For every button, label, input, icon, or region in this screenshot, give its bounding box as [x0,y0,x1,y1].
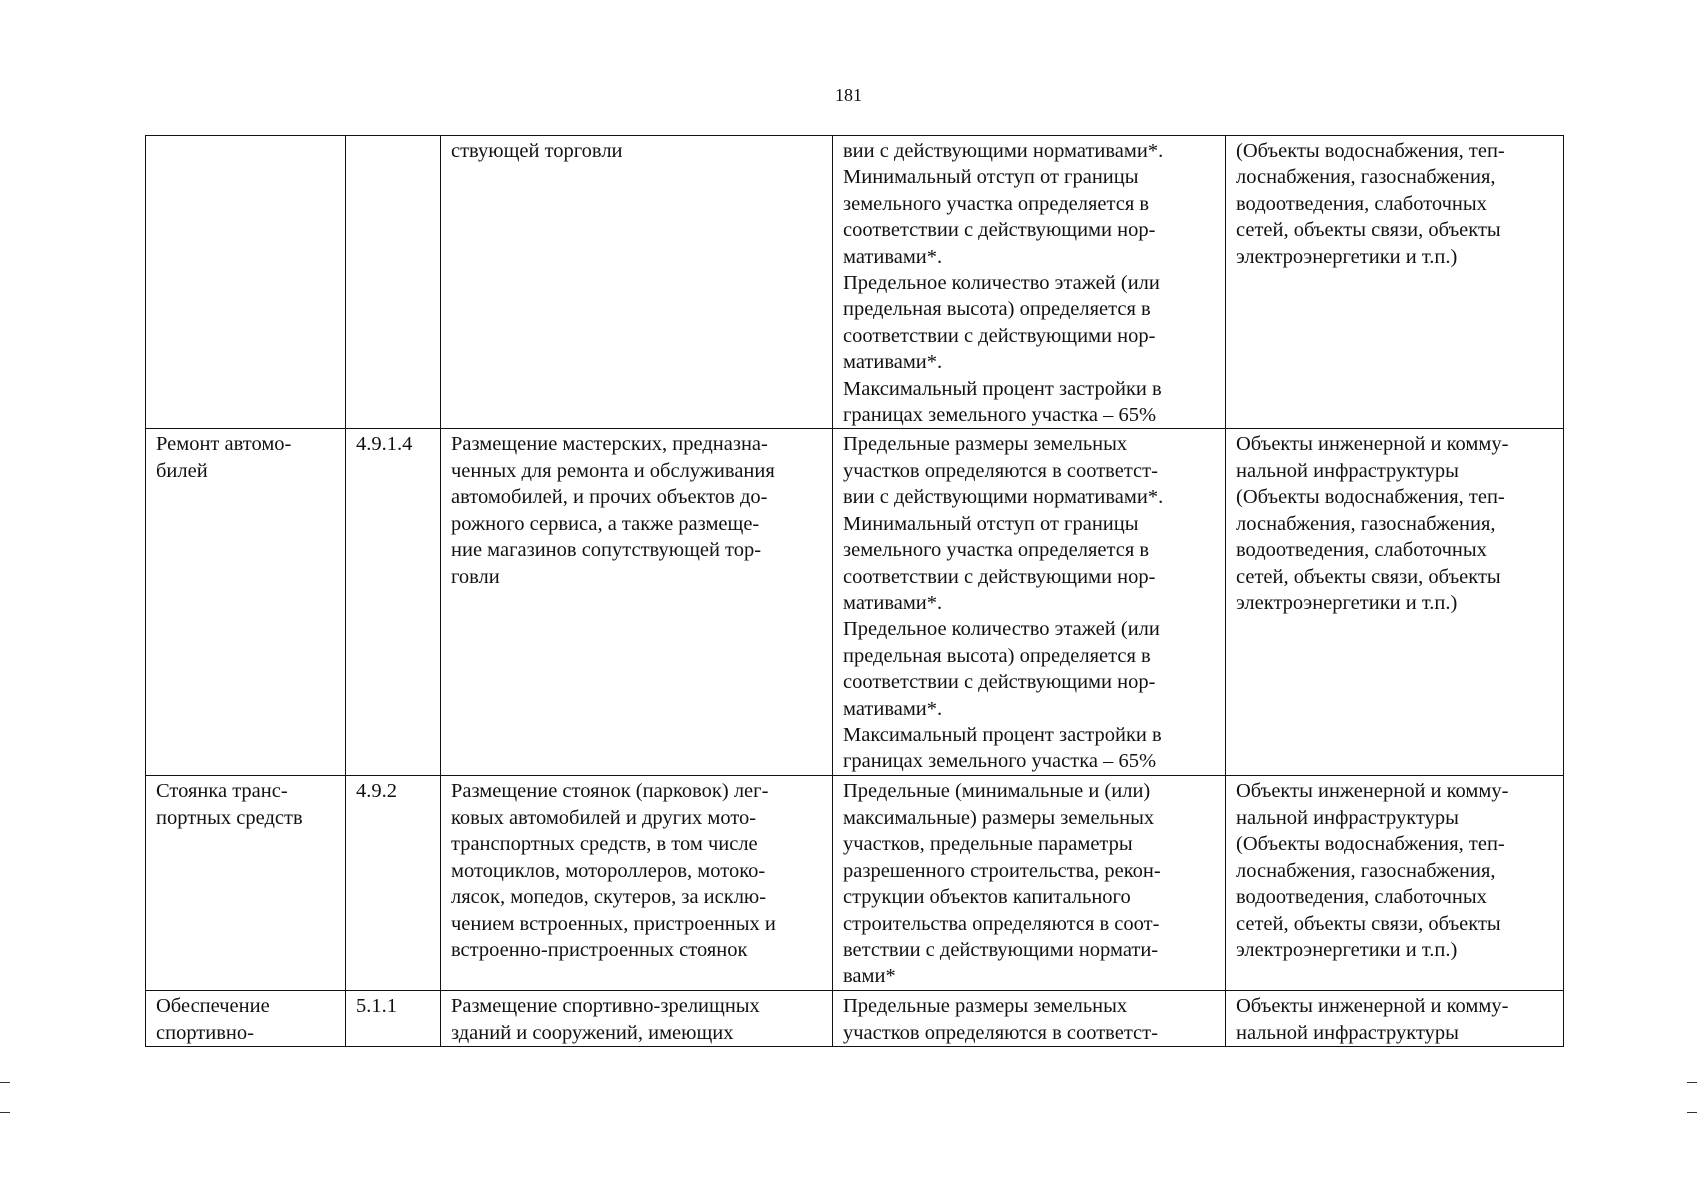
description-cell: Размещение стоянок (парковок) лег- ковых автомобилей и других мото- транспортных средств, в том числе мотоциклов, мотороллеров, мотоко- лясок, мопедов, скутеров, за исклю- чением встроенных, пристроенных и встроенно-пристроенных стоянок [441,776,833,991]
page-number: 181 [835,85,862,105]
infrastructure-cell: Объекты инженерной и комму- нальной инфраструктуры (Объекты водоснабжения, теп- лоснабжения, газоснабжения, водоотведения, слаботочных сетей, объекты связи, объекты электроэнергетики и т.п.) [1226,776,1564,991]
table-row [146,429,1564,776]
parameters-cell: Предельные (минимальные и (или) максимальные) размеры земельных участков, предельные параметры разрешенного строительства, рекон- струкции объектов капитального строительства определяются в соот- ветствии с действующими нормати- вами* [833,776,1226,991]
land-use-table [145,135,1564,1047]
code-cell: 4.9.1.4 [346,429,441,776]
right-margin-tick [1687,1082,1697,1083]
code-cell [346,136,441,429]
right-margin-tick [1687,1112,1697,1113]
infrastructure-cell: Объекты инженерной и комму- нальной инфраструктуры (Объекты водоснабжения, теп- лоснабжения, газоснабжения, водоотведения, слаботочных сетей, объекты связи, объекты электроэнергетики и т.п.) [1226,429,1564,776]
left-margin-tick [0,1082,10,1083]
description-cell: ствующей торговли [441,136,833,429]
infrastructure-cell: (Объекты водоснабжения, теп- лоснабжения, газоснабжения, водоотведения, слаботочных сетей, объекты связи, объекты электроэнергетики и т.п.) [1226,136,1564,429]
code-cell: 4.9.2 [346,776,441,991]
table-row [146,776,1564,991]
parameters-cell: Предельные размеры земельных участков определяются в соответст- [833,991,1226,1047]
table-row [146,136,1564,429]
code-cell: 5.1.1 [346,991,441,1047]
parameters-cell: Предельные размеры земельных участков определяются в соответст- вии с действующими нормативами*. Минимальный отступ от границы земельного участка определяется в соответствии с действующими нор- мативами*. Предельное количество этажей (или предельная высота) определяется в соответствии с действующими нор- мативами*. Максимальный процент застройки в границах земельного участка – 65% [833,429,1226,776]
description-cell: Размещение мастерских, предназна- ченных для ремонта и обслуживания автомобилей, и прочих объектов до- рожного сервиса, а также размеще- ние магазинов сопутствующей тор- говли [441,429,833,776]
name-cell: Ремонт автомо- билей [146,429,346,776]
name-cell [146,136,346,429]
table-row [146,991,1564,1047]
name-cell: Обеспечение спортивно- [146,991,346,1047]
infrastructure-cell: Объекты инженерной и комму- нальной инфраструктуры [1226,991,1564,1047]
name-cell: Стоянка транс- портных средств [146,776,346,991]
left-margin-tick [0,1112,10,1113]
parameters-cell: вии с действующими нормативами*. Минимальный отступ от границы земельного участка определяется в соответствии с действующими нор- мативами*. Предельное количество этажей (или предельная высота) определяется в соответствии с действующими нор- мативами*. Максимальный процент застройки в границах земельного участка – 65% [833,136,1226,429]
description-cell: Размещение спортивно-зрелищных зданий и сооружений, имеющих [441,991,833,1047]
